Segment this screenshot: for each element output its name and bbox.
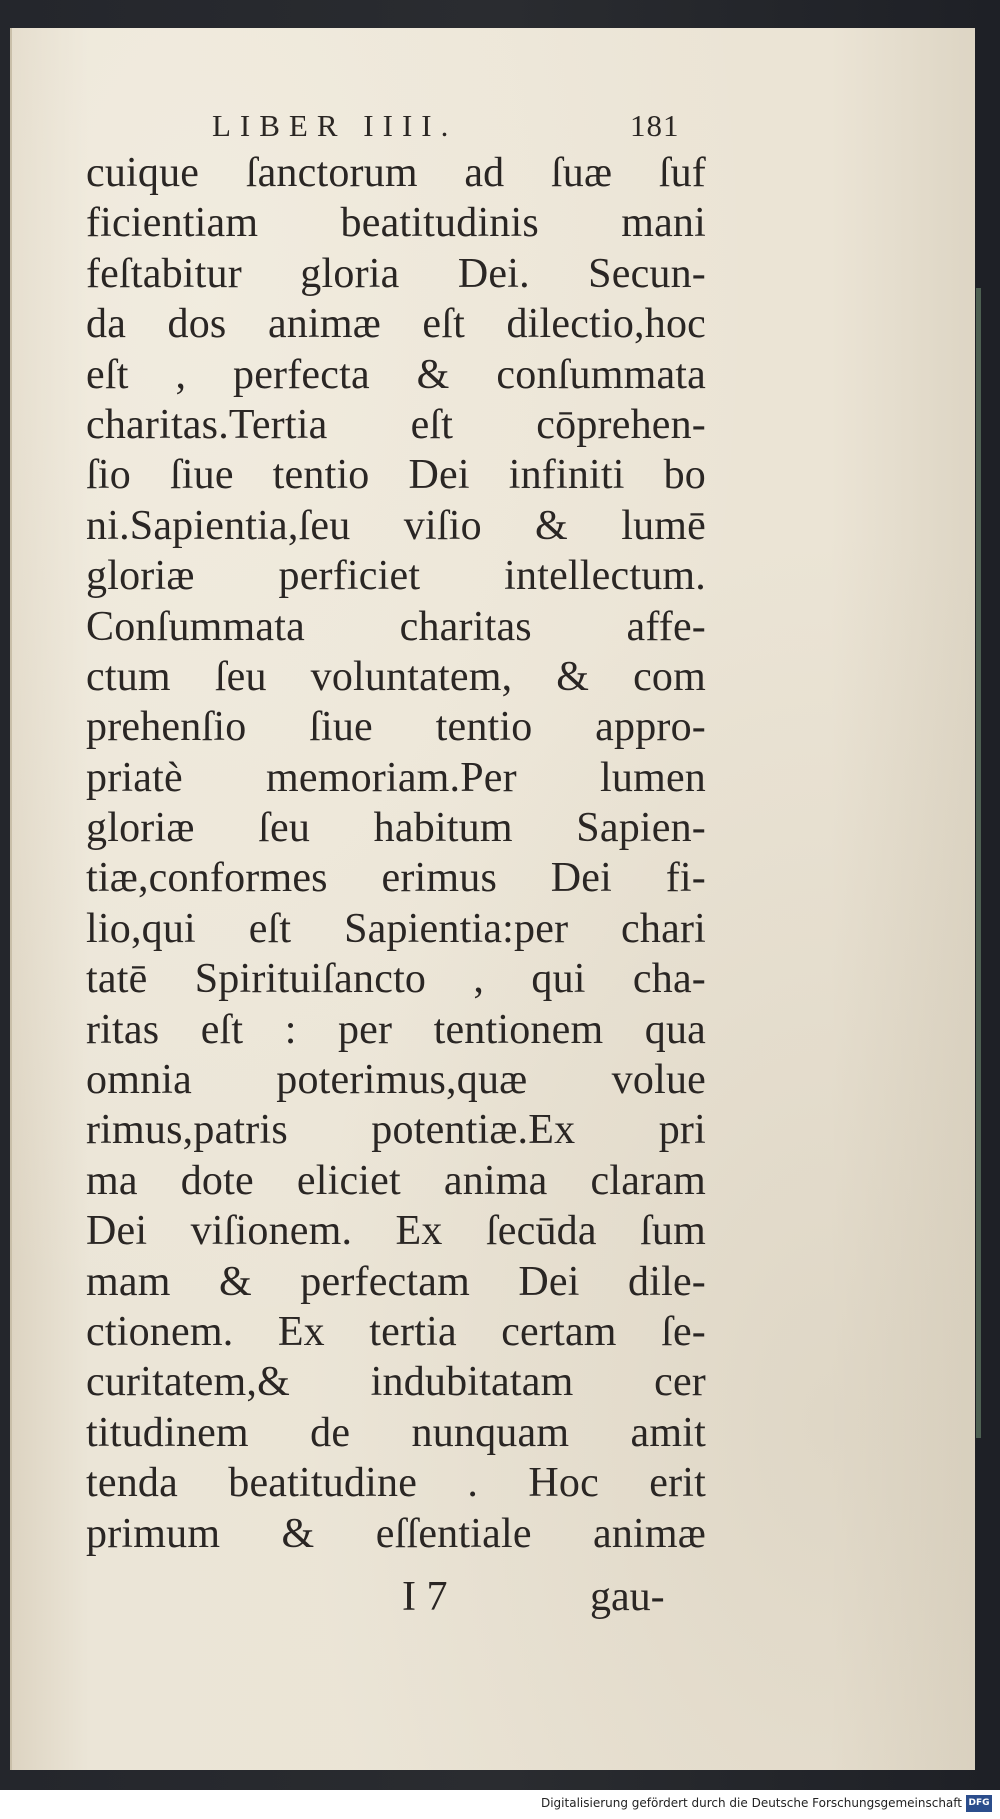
text-line: gloriæ perficiet intellectum. — [86, 553, 706, 600]
text-line: omnia poterimus,quæ volue — [86, 1057, 706, 1104]
running-head-title: LIBER IIII. — [212, 108, 458, 143]
signature-mark: I 7 — [402, 1574, 448, 1620]
text-line: ma dote eliciet anima claram — [86, 1157, 706, 1204]
text-line: charitas.Tertia eſt cōprehen- — [86, 401, 706, 448]
text-line: ni.Sapientia,ſeu viſio & lumē — [86, 502, 706, 549]
text-line: lio,qui eſt Sapientia:per chari — [86, 905, 706, 952]
page-footer — [402, 1573, 722, 1629]
text-line: feſtabitur gloria Dei. Secun- — [86, 250, 706, 297]
text-line: ctum ſeu voluntatem, & com — [86, 653, 706, 700]
text-line: ſio ſiue tentio Dei infiniti bo — [86, 452, 706, 499]
text-line: ctionem. Ex tertia certam ſe- — [86, 1308, 706, 1355]
dfg-logo-icon: DFG — [966, 1795, 992, 1812]
text-line: prehenſio ſiue tentio appro- — [86, 704, 706, 751]
page-number: 181 — [630, 108, 680, 143]
text-line: tatē Spirituiſancto , qui cha- — [86, 956, 706, 1003]
text-line: rimus,patris potentiæ.Ex pri — [86, 1107, 706, 1154]
catchword: gau- — [590, 1574, 665, 1620]
text-line: Conſummata charitas affe- — [86, 603, 706, 650]
text-line: mam & perfectam Dei dile- — [86, 1258, 706, 1305]
running-head — [202, 98, 702, 144]
text-line: ficientiam beatitudinis mani — [86, 200, 706, 247]
text-line: cuique ſanctorum ad ſuæ ſuf — [86, 150, 706, 196]
text-line: tenda beatitudine . Hoc erit — [86, 1460, 706, 1507]
credit-bar — [0, 1790, 1000, 1819]
body-text — [86, 148, 706, 1559]
text-line: da dos animæ eſt dilectio,hoc — [86, 301, 706, 348]
text-line: curitatem,& indubitatam cer — [86, 1359, 706, 1406]
text-line: ritas eſt : per tentionem qua — [86, 1006, 706, 1053]
text-line: Dei viſionem. Ex ſecūda ſum — [86, 1208, 706, 1255]
text-line: gloriæ ſeu habitum Sapien- — [86, 805, 706, 852]
text-line: eſt , perfecta & conſummata — [86, 351, 706, 398]
text-line: priatè memoriam.Per lumen — [86, 754, 706, 801]
funding-credit: Digitalisierung gefördert durch die Deutsche Forschungsgemeinschaft — [540, 1796, 962, 1810]
text-line: primum & eſſentiale animæ — [86, 1510, 706, 1557]
page-edge-binding — [976, 288, 981, 1438]
book-page — [10, 28, 975, 1770]
text-line: titudinem de nunquam amit — [86, 1409, 706, 1456]
text-line: tiæ,conformes erimus Dei fi- — [86, 855, 706, 902]
